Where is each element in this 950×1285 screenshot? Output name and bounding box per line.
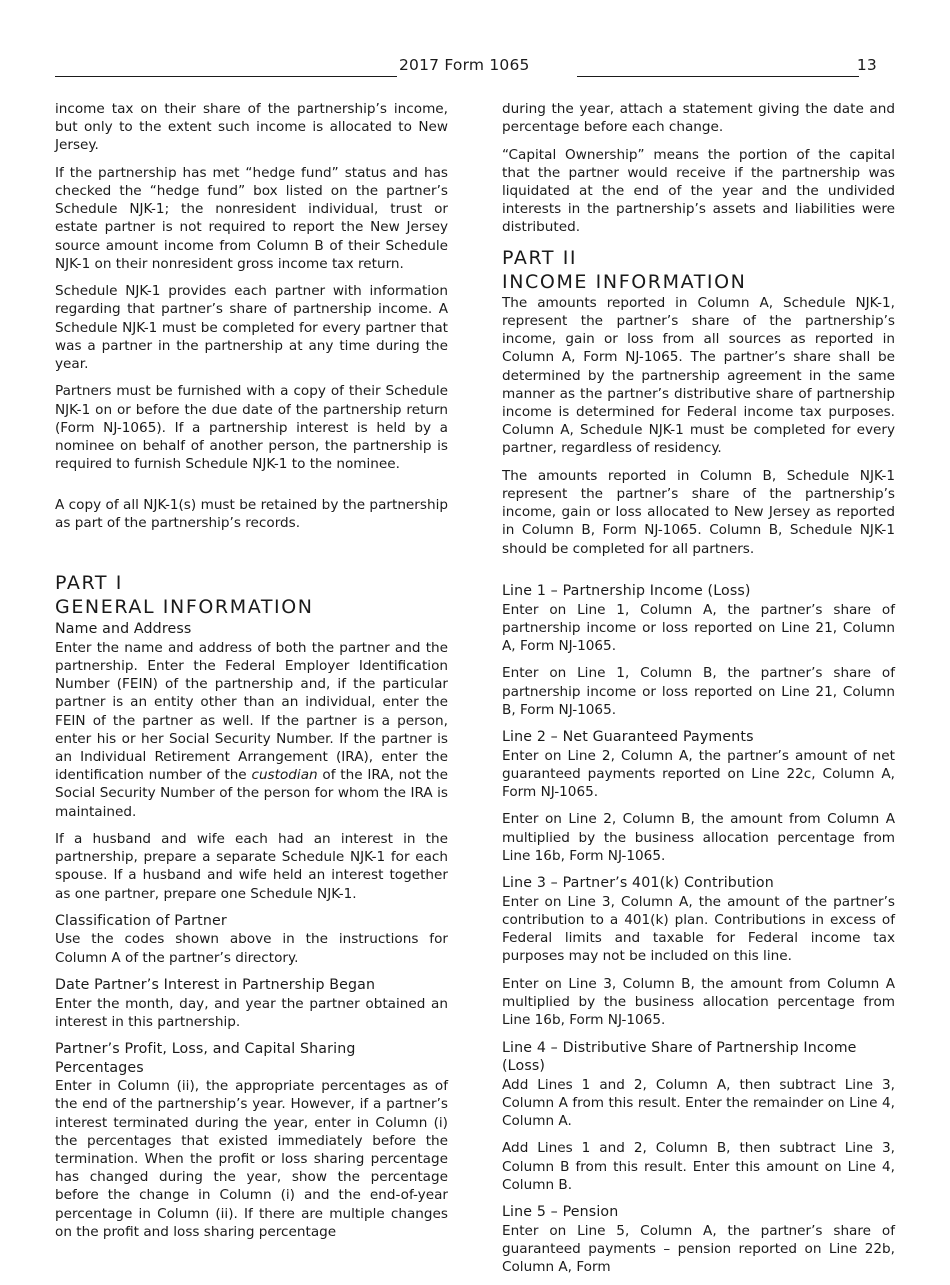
- paragraph: Schedule NJK-1 provides each partner with information regarding that partner’s share of partnership income. A Schedule NJK-1 must be completed for every partner that was a partner in the partnership at any time during the year.: [55, 283, 448, 373]
- part-1-heading-line-1: PART I: [55, 572, 123, 595]
- page-number: 13: [856, 56, 877, 74]
- paragraph: Use the codes shown above in the instructions for Column A of the partner’s directory.: [55, 931, 448, 966]
- paragraph: Enter on Line 3, Column A, the amount of the partner’s contribution to a 401(k) plan. Contributions in excess of Federal limits and taxable for Federal income tax purposes may not be included on this line.: [502, 893, 895, 965]
- section-heading-classification: Classification of Partner: [55, 912, 227, 929]
- paragraph: The amounts reported in Column A, Schedule NJK-1, represent the partner’s share of the partnership’s income, gain or loss from all sources as reported in Column A, Form NJ-1065. The partner’s share shall be determined by the partnership agreement in the same manner as the partner’s distributive share of partnership income is determined for Federal income tax purposes. Column A, Schedule NJK-1 must be completed for every partner, regardless of residency.: [502, 294, 895, 457]
- paragraph: The amounts reported in Column B, Schedule NJK-1 represent the partner’s share of the partnership’s income, gain or loss allocated to New Jersey as reported in Column B, Form NJ-1065. Column B, Schedule NJK-1 should be completed for all partners.: [502, 467, 895, 557]
- paragraph: income tax on their share of the partnership’s income, but only to the extent such income is allocated to New Jersey.: [55, 101, 448, 154]
- paragraph: Enter on Line 1, Column A, the partner’s share of partnership income or loss reported on Line 21, Column A, Form NJ-1065.: [502, 601, 895, 654]
- paragraph: Enter on Line 1, Column B, the partner’s share of partnership income or loss reported on Line 21, Column B, Form NJ-1065.: [502, 665, 895, 718]
- paragraph: [55, 639, 448, 821]
- paragraph: Enter on Line 5, Column A, the partner’s share of guaranteed payments – pension reported on Line 22b, Column A, Form: [502, 1222, 895, 1275]
- header-rule-right: [577, 56, 859, 77]
- paragraph: Enter the month, day, and year the partner obtained an interest in this partnership.: [55, 995, 448, 1030]
- text-run: Enter the name and address of both the partner and the partnership. Enter the Federal Employer Identification Number (FEIN) of the partnership and, if the particular partner is an entity other than an individual, enter the FEIN of the partner as well. If the partner is a person, enter his or her Social Security Number. If the partner is an Individual Retirement Arrangement (IRA), enter the identification number of the: [55, 639, 448, 784]
- part-2-heading-line-2: INCOME INFORMATION: [502, 270, 747, 293]
- emphasis-custodian: custodian: [251, 767, 318, 784]
- paragraph: If the partnership has met “hedge fund” status and has checked the “hedge fund” box listed on the partner’s Schedule NJK-1; the nonresident individual, trust or estate partner is not required to report the New Jersey source amount income from Column B of their Schedule NJK-1 on their nonresident gross income tax return.: [55, 164, 448, 272]
- header-rule-left: [55, 56, 397, 77]
- paragraph: Enter in Column (ii), the appropriate percentages as of the end of the partnership’s year. However, if a partner’s interest terminated during the year, enter in Column (i) the percentages that existed immediately before the termination. When the profit or loss sharing percentage has changed during the year, show the percentage before the change in Column (i) and the end-of-year percentage in Column (ii). If there are multiple changes on the profit and loss sharing percentage: [55, 1078, 448, 1240]
- paragraph: Add Lines 1 and 2, Column A, then subtract Line 3, Column A from this result. Enter the remainder on Line 4, Column A.: [502, 1076, 895, 1129]
- paragraph: Add Lines 1 and 2, Column B, then subtract Line 3, Column B from this result. Enter this amount on Line 4, Column B.: [502, 1140, 895, 1193]
- paragraph: during the year, attach a statement giving the date and percentage before each change.: [502, 101, 895, 136]
- part-2-heading-line-1: PART II: [502, 246, 578, 269]
- part-1-heading-line-2: GENERAL INFORMATION: [55, 596, 314, 619]
- paragraph: “Capital Ownership” means the portion of the capital that the partner would receive if the partnership was liquidated at the end of the year and the undivided interests in the partnership’s assets and liabilities were distributed.: [502, 146, 895, 236]
- section-heading-sharing-percentages: Partner’s Profit, Loss, and Capital Sharing Percentages: [55, 1041, 356, 1076]
- spacer: [502, 567, 895, 581]
- text-run: of the IRA, not the Social Security Number of the person for whom the IRA is maintained.: [55, 767, 449, 820]
- spacer: [55, 541, 448, 571]
- section-heading-date-interest: Date Partner’s Interest in Partnership Began: [55, 977, 376, 994]
- page-header: [55, 56, 895, 80]
- left-column: [55, 100, 448, 1250]
- section-heading-name-address: Name and Address: [55, 621, 192, 638]
- paragraph: A copy of all NJK-1(s) must be retained by the partnership as part of the partnership’s records.: [55, 496, 448, 531]
- section-heading-line-3: Line 3 – Partner’s 401(k) Contribution: [502, 875, 774, 892]
- right-column: [502, 100, 895, 1285]
- spacer: [55, 483, 448, 496]
- paragraph: Enter on Line 2, Column B, the amount from Column A multiplied by the business allocation percentage from Line 16b, Form NJ-1065.: [502, 811, 895, 864]
- paragraph: Partners must be furnished with a copy of their Schedule NJK-1 on or before the due date of the partnership return (Form NJ-1065). If a partnership interest is held by a nominee on behalf of another person, the partnership is required to furnish Schedule NJK-1 to the nominee.: [55, 383, 448, 473]
- section-heading-line-2: Line 2 – Net Guaranteed Payments: [502, 729, 754, 746]
- header-title: 2017 Form 1065: [399, 56, 530, 74]
- section-heading-line-5: Line 5 – Pension: [502, 1204, 619, 1221]
- section-heading-line-4: Line 4 – Distributive Share of Partnership Income (Loss): [502, 1039, 857, 1074]
- paragraph: Enter on Line 2, Column A, the partner’s amount of net guaranteed payments reported on Line 22c, Column A, Form NJ-1065.: [502, 747, 895, 801]
- section-heading-line-1: Line 1 – Partnership Income (Loss): [502, 583, 751, 600]
- paragraph: If a husband and wife each had an interest in the partnership, prepare a separate Schedule NJK-1 for each spouse. If a husband and wife held an interest together as one partner, prepare one Schedule NJK-1.: [55, 830, 448, 902]
- paragraph: Enter on Line 3, Column B, the amount from Column A multiplied by the business allocation percentage from Line 16b, Form NJ-1065.: [502, 975, 895, 1029]
